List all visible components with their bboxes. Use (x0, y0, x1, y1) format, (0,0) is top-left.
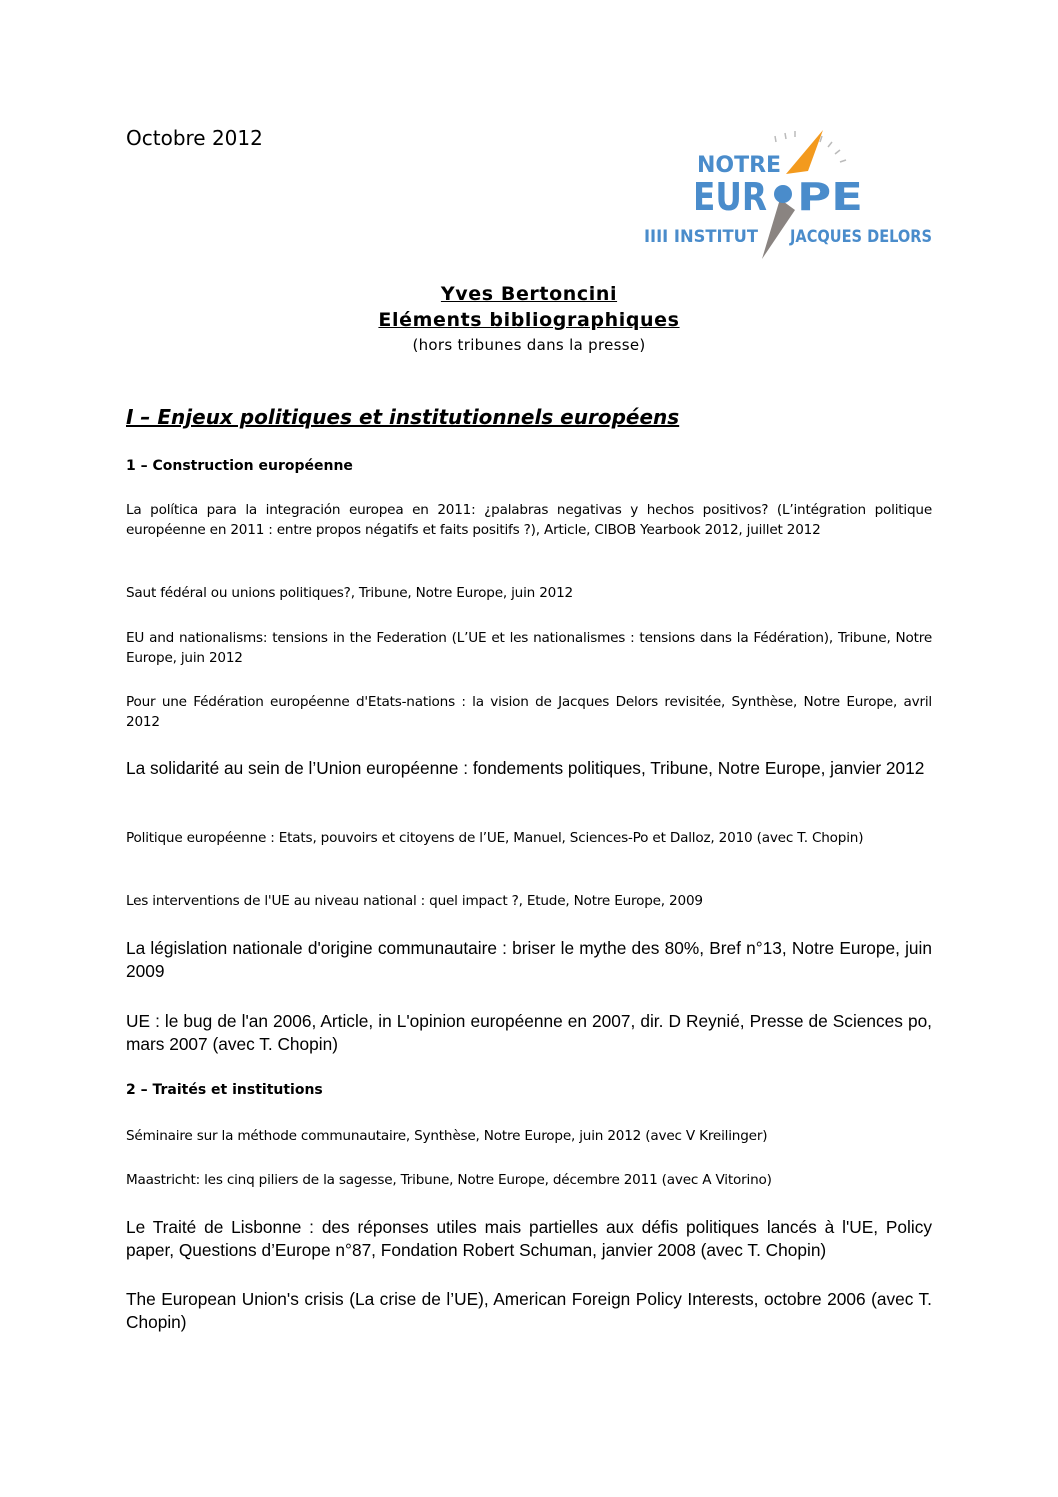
part-heading: I – Enjeux politiques et institutionnels européens (126, 405, 680, 429)
document-title: Eléments bibliographiques (378, 309, 680, 331)
bibliography-entry: Le Traité de Lisbonne : des réponses utiles mais partielles aux défis politiques lancés à l'UE, Policy paper, Questions d’Europe n°87, Fondation Robert Schuman, janvier 2008 (avec T. Chopin) (126, 1217, 932, 1260)
bibliography-entry: La solidarité au sein de l’Union européenne : fondements politiques, Tribune, Notre Europe, janvier 2012 (126, 758, 925, 778)
document-date: Octobre 2012 (126, 126, 263, 150)
svg-text:JACQUES DELORS: JACQUES DELORS (789, 227, 932, 247)
bibliography-entry: La política para la integración europea en 2011: ¿palabras negativas y hechos positivos? (L’intégration politique européenne en 2011 : entre propos négatifs et faits positifs ?), Article, CIBOB Yearbook 2012, juillet 2012 (126, 502, 932, 538)
svg-text:NOTRE: NOTRE (697, 153, 782, 178)
bibliography-entry: Pour une Fédération européenne d'Etats-nations : la vision de Jacques Delors revisitée, Synthèse, Notre Europe, avril 2012 (126, 694, 932, 730)
author-name: Yves Bertoncini (440, 283, 618, 305)
document-subtitle: (hors tribunes dans la presse) (412, 336, 646, 354)
bibliography-entry: The European Union's crisis (La crise de l’UE), American Foreign Policy Interests, octobre 2006 (avec T. Chopin) (126, 1289, 932, 1332)
svg-text:PE: PE (797, 175, 863, 219)
svg-text:EUR: EUR (693, 175, 767, 219)
section-heading: 2 – Traités et institutions (126, 1082, 323, 1098)
bibliography-entry: Saut fédéral ou unions politiques?, Tribune, Notre Europe, juin 2012 (126, 585, 574, 601)
bibliography-entry: UE : le bug de l'an 2006, Article, in L'opinion européenne en 2007, dir. D Reynié, Presse de Sciences po, mars 2007 (avec T. Chopin) (126, 1011, 932, 1054)
bibliography-entry: Séminaire sur la méthode communautaire, Synthèse, Notre Europe, juin 2012 (avec V Kreilinger) (126, 1128, 768, 1144)
bibliography-entry: Maastricht: les cinq piliers de la sagesse, Tribune, Notre Europe, décembre 2011 (avec A Vitorino) (126, 1172, 772, 1188)
bibliography-entry: EU and nationalisms: tensions in the Federation (L’UE et les nationalismes : tensions dans la Fédération), Tribune, Notre Europe, juin 2012 (126, 630, 932, 666)
notre-europe-logo (640, 124, 940, 264)
section-heading: 1 – Construction européenne (126, 458, 353, 474)
bibliography-entry: Les interventions de l'UE au niveau national : quel impact ?, Etude, Notre Europe, 2009 (126, 893, 703, 909)
svg-text:IIII INSTITUT: IIII INSTITUT (644, 227, 762, 247)
bibliography-entry: Politique européenne : Etats, pouvoirs et citoyens de l’UE, Manuel, Sciences-Po et Dalloz, 2010 (avec T. Chopin) (126, 830, 864, 846)
bibliography-entry: La législation nationale d'origine communautaire : briser le mythe des 80%, Bref n°13, Notre Europe, juin 2009 (126, 938, 932, 981)
